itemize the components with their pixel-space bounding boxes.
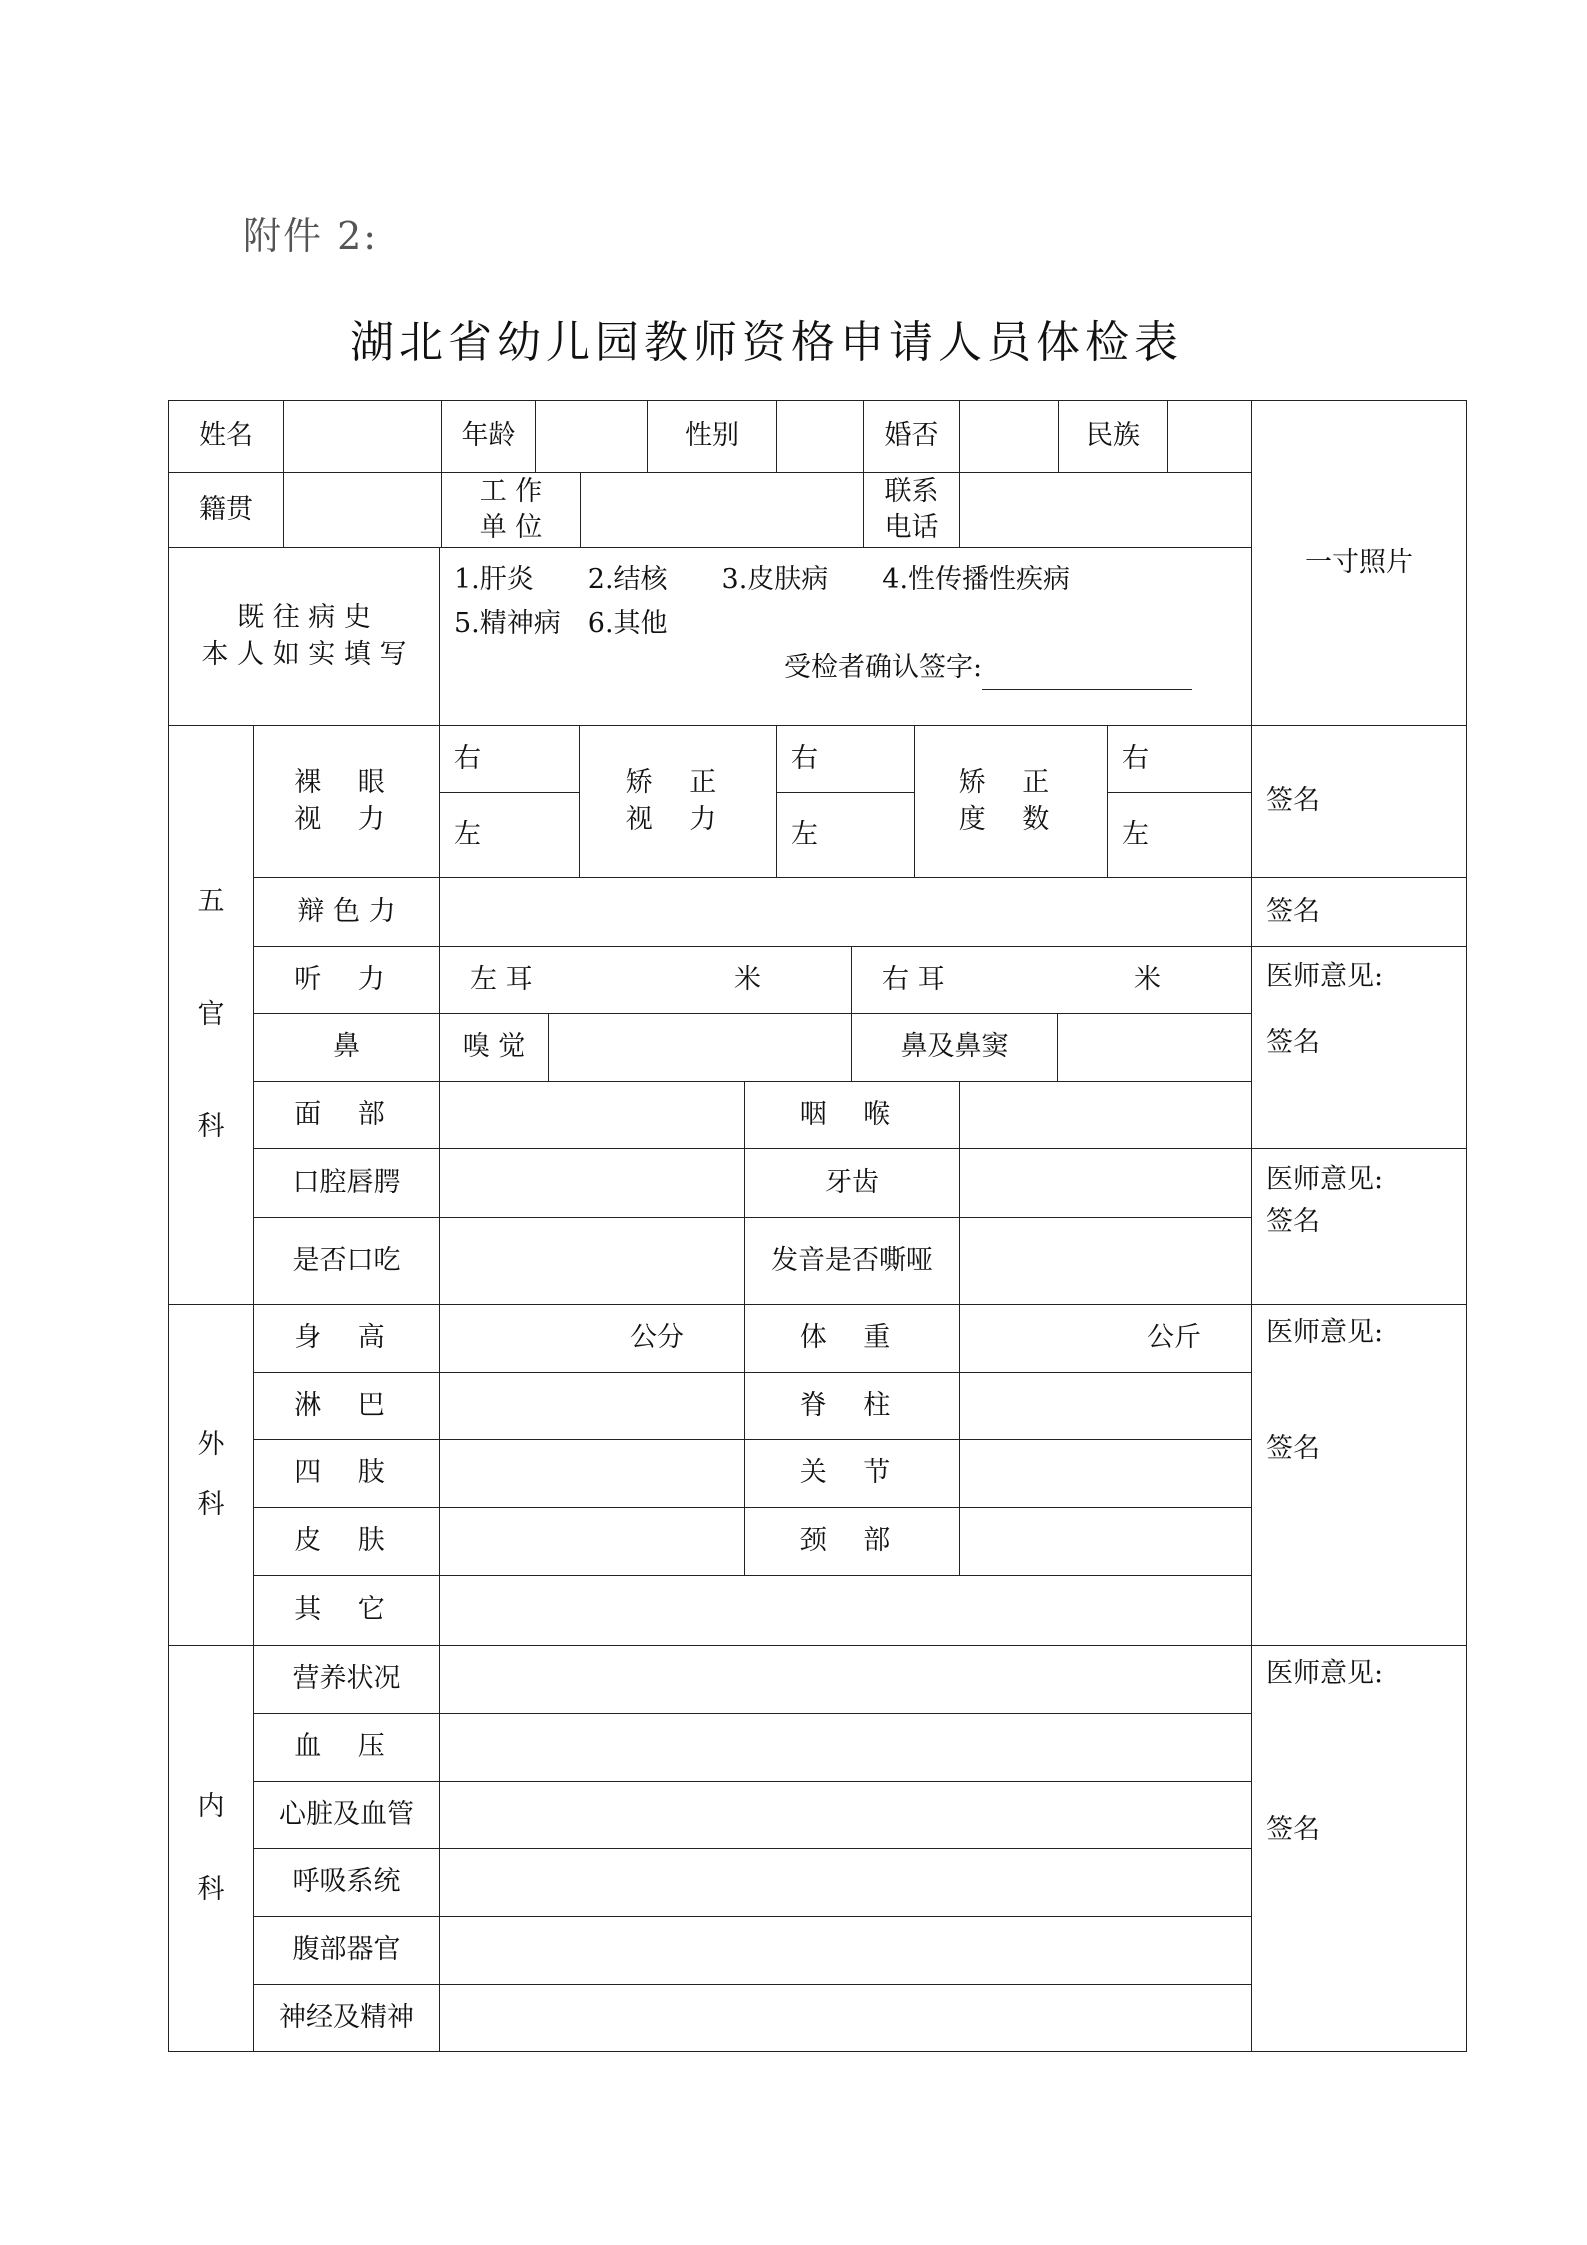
skin-field[interactable] <box>439 1507 745 1576</box>
right-ear-unit: 米 <box>1134 963 1161 995</box>
attachment-label: 附件 2: <box>243 214 379 258</box>
color-vision-sign[interactable]: 签名 <box>1251 877 1467 947</box>
blood-pressure-label: 血 压 <box>253 1713 440 1782</box>
sinus-field[interactable] <box>1057 1013 1252 1082</box>
naked-vision-left[interactable]: 左 <box>439 792 580 878</box>
teeth-label: 牙齿 <box>744 1148 960 1218</box>
skin-label: 皮 肤 <box>253 1507 440 1576</box>
facial-section-label <box>168 725 254 1305</box>
corrected-vision-label-line-1: 矫 正 <box>625 767 731 799</box>
lymph-label: 淋 巴 <box>253 1372 440 1440</box>
weight-unit: 公斤 <box>1147 1322 1201 1354</box>
work-unit-label-line-2: 单 位 <box>479 512 543 543</box>
corrected-degree-left[interactable]: 左 <box>1107 792 1252 878</box>
oral-field[interactable] <box>439 1148 745 1218</box>
corrected-degree-label-line-1: 矫 正 <box>958 767 1064 799</box>
internal-section-char-2: 科 <box>197 1873 225 1905</box>
spine-label: 脊 柱 <box>744 1372 960 1440</box>
smell-field[interactable] <box>548 1013 852 1082</box>
history-label-line-2: 本 人 如 实 填 写 <box>201 638 407 670</box>
corrected-vision-label-line-2: 视 力 <box>625 803 731 835</box>
corrected-vision-label <box>579 725 777 878</box>
limbs-label: 四 肢 <box>253 1439 440 1508</box>
marital-label: 婚否 <box>863 400 960 473</box>
ethnicity-label: 民族 <box>1058 400 1168 473</box>
respiratory-label: 呼吸系统 <box>253 1848 440 1917</box>
name-label: 姓名 <box>168 400 284 473</box>
hoarse-label: 发音是否嘶哑 <box>744 1217 960 1305</box>
work-unit-label-line-1: 工 作 <box>479 475 543 507</box>
naked-vision-label-line-2: 视 力 <box>294 803 399 835</box>
facial-opinion-1[interactable] <box>1251 946 1467 1152</box>
gender-field[interactable] <box>776 400 864 473</box>
surgery-opinion[interactable] <box>1251 1304 1467 1646</box>
hoarse-field[interactable] <box>959 1217 1252 1305</box>
photo-box: 一寸照片 <box>1251 400 1467 726</box>
respiratory-field[interactable] <box>439 1848 1252 1917</box>
corrected-vision-right[interactable]: 右 <box>776 725 915 793</box>
color-vision-label: 辩 色 力 <box>253 877 440 947</box>
neuro-field[interactable] <box>439 1984 1252 2052</box>
height-field[interactable] <box>439 1304 745 1373</box>
history-options-line-1: 1.肝炎 2.结核 3.皮肤病 4.性传播性疾病 <box>454 564 1071 595</box>
surgery-section-label <box>168 1304 254 1646</box>
confirm-signature-label: 受检者确认签字: <box>784 652 983 683</box>
face-field[interactable] <box>439 1081 745 1149</box>
smell-label: 嗅 觉 <box>439 1013 549 1082</box>
face-label: 面 部 <box>253 1081 440 1149</box>
marital-field[interactable] <box>959 400 1059 473</box>
doctor-sign-label: 签名 <box>1266 1026 1320 1058</box>
facial-section-char-1: 五 <box>197 886 225 918</box>
stutter-field[interactable] <box>439 1217 745 1305</box>
weight-label: 体 重 <box>744 1304 960 1373</box>
doctor-opinion-label: 医师意见: <box>1266 961 1384 992</box>
work-unit-label <box>441 472 581 548</box>
joints-label: 关 节 <box>744 1439 960 1508</box>
lymph-field[interactable] <box>439 1372 745 1440</box>
doctor-opinion-label: 医师意见: <box>1266 1658 1384 1689</box>
height-unit: 公分 <box>630 1322 684 1354</box>
other-field[interactable] <box>439 1575 1252 1646</box>
facial-section-char-3: 科 <box>197 1111 225 1143</box>
neck-label: 颈 部 <box>744 1507 960 1576</box>
hearing-label: 听 力 <box>253 946 440 1014</box>
doctor-opinion-label: 医师意见: <box>1266 1164 1384 1195</box>
facial-opinion-2[interactable] <box>1251 1148 1467 1305</box>
color-vision-field[interactable] <box>439 877 1252 947</box>
throat-label: 咽 喉 <box>744 1081 960 1149</box>
nutrition-label: 营养状况 <box>253 1645 440 1714</box>
gender-label: 性别 <box>647 400 777 473</box>
form-title: 湖北省幼儿园教师资格申请人员体检表 <box>350 317 1183 368</box>
age-label: 年龄 <box>441 400 536 473</box>
corrected-vision-left[interactable]: 左 <box>776 792 915 878</box>
throat-field[interactable] <box>959 1081 1252 1149</box>
internal-section-label <box>168 1645 254 2052</box>
spine-field[interactable] <box>959 1372 1252 1440</box>
naked-vision-right[interactable]: 右 <box>439 725 580 793</box>
oral-label: 口腔唇腭 <box>253 1148 440 1218</box>
corrected-degree-right[interactable]: 右 <box>1107 725 1252 793</box>
phone-field[interactable] <box>959 472 1252 548</box>
heart-label: 心脏及血管 <box>253 1781 440 1849</box>
limbs-field[interactable] <box>439 1439 745 1508</box>
corrected-degree-label <box>914 725 1108 878</box>
blood-pressure-field[interactable] <box>439 1713 1252 1782</box>
heart-field[interactable] <box>439 1781 1252 1849</box>
height-label: 身 高 <box>253 1304 440 1373</box>
nutrition-field[interactable] <box>439 1645 1252 1714</box>
native-place-field[interactable] <box>283 472 442 548</box>
doctor-opinion-label: 医师意见: <box>1266 1317 1384 1348</box>
doctor-sign-label: 签名 <box>1266 1206 1320 1237</box>
naked-vision-label <box>253 725 440 878</box>
history-label-line-1: 既 往 病 史 <box>237 602 371 634</box>
name-field[interactable] <box>283 400 442 473</box>
naked-vision-label-line-1: 裸 眼 <box>294 767 399 799</box>
age-field[interactable] <box>535 400 648 473</box>
left-ear-unit: 米 <box>734 963 761 995</box>
weight-field[interactable] <box>959 1304 1252 1373</box>
other-label: 其 它 <box>253 1575 440 1646</box>
internal-section-char-1: 内 <box>197 1791 225 1823</box>
history-options-line-2: 5.精神病 6.其他 <box>454 608 668 639</box>
vision-sign[interactable]: 签名 <box>1251 725 1467 878</box>
abdomen-label: 腹部器官 <box>253 1916 440 1985</box>
ethnicity-field[interactable] <box>1167 400 1252 473</box>
surgery-section-char-2: 科 <box>197 1488 225 1520</box>
doctor-sign-label: 签名 <box>1266 1433 1320 1465</box>
corrected-degree-label-line-2: 度 数 <box>958 803 1064 835</box>
phone-label-line-1: 联系 <box>884 475 939 507</box>
neck-field[interactable] <box>959 1507 1252 1576</box>
history-options <box>439 547 1252 726</box>
internal-opinion[interactable] <box>1251 1645 1467 2052</box>
joints-field[interactable] <box>959 1439 1252 1508</box>
surgery-section-char-1: 外 <box>197 1428 225 1460</box>
sinus-label: 鼻及鼻窦 <box>851 1013 1058 1082</box>
neuro-label: 神经及精神 <box>253 1984 440 2052</box>
left-ear-field[interactable] <box>439 946 852 1014</box>
confirm-signature-line[interactable] <box>982 661 1192 690</box>
stutter-label: 是否口吃 <box>253 1217 440 1305</box>
phone-label <box>863 472 960 548</box>
abdomen-field[interactable] <box>439 1916 1252 1985</box>
native-place-label: 籍贯 <box>168 472 284 548</box>
history-label <box>168 547 440 726</box>
work-unit-field[interactable] <box>580 472 864 548</box>
right-ear-label: 右 耳 <box>882 963 945 995</box>
doctor-sign-label: 签名 <box>1266 1814 1320 1846</box>
left-ear-label: 左 耳 <box>470 963 533 995</box>
teeth-field[interactable] <box>959 1148 1252 1218</box>
phone-label-line-2: 电话 <box>884 512 939 543</box>
nose-label: 鼻 <box>253 1013 440 1082</box>
right-ear-field[interactable] <box>851 946 1252 1014</box>
facial-section-char-2: 官 <box>197 998 225 1030</box>
